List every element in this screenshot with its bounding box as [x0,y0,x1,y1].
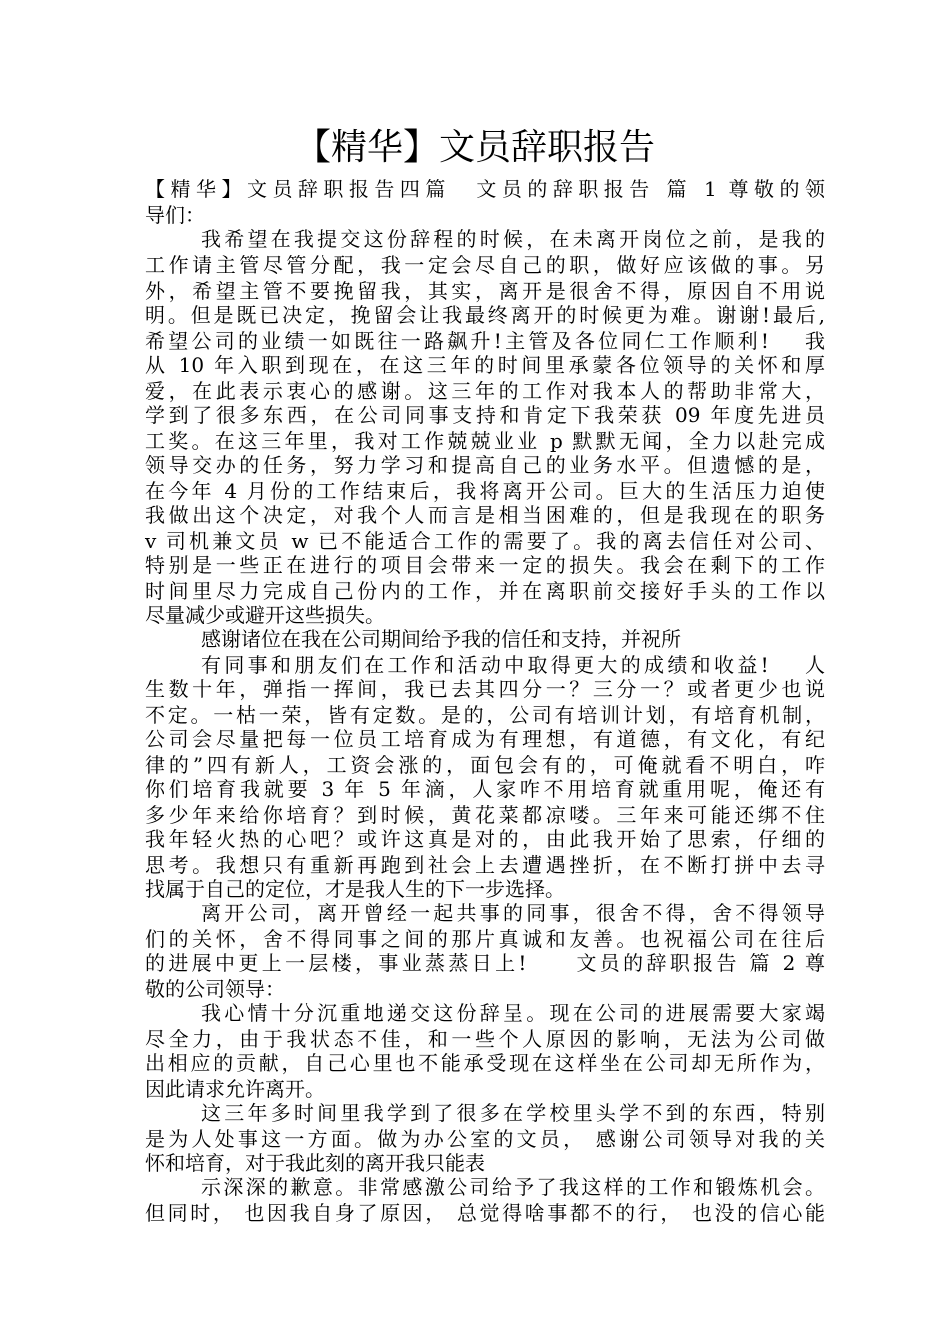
text-line: 尽全力，由于我状态不佳，和一些个人原因的影响，无法为公司做 [145,1027,825,1051]
text-line: 这三年多时间里我学到了很多在学校里头学不到的东西，特别 [201,1101,825,1125]
text-line: 公司会尽量把每一位员工培育成为有理想，有道德，有文化，有纪 [145,727,825,751]
text-line: 【精华】文员辞职报告四篇 文员的辞职报告 篇 1 尊敬的领 [145,177,825,201]
text-line: 我希望在我提交这份辞程的时候，在未离开岗位之前，是我的 [201,227,825,251]
text-line: 明。但是既已决定，挽留会让我最终离开的时候更为难。谢谢!最后, [145,303,825,327]
text-line: v 司机兼文员 w 已不能适合工作的需要了。我的离去信任对公司、 [145,529,825,553]
text-line: 怀和培育，对于我此刻的离开我只能表 [145,1151,485,1175]
text-line: 但同时， 也因我自身了原因， 总觉得啥事都不的行， 也没的信心能 [145,1201,825,1225]
text-line: 从 10 年入职到现在，在这三年的时间里承蒙各位领导的关怀和厚 [145,353,825,377]
text-line: 思考。我想只有重新再跑到社会上去遭遇挫折，在不断打拼中去寻 [145,853,825,877]
text-line: 的进展中更上一层楼，事业蒸蒸日上! 文员的辞职报告 篇 2 尊 [145,951,825,975]
text-line: 找属于自己的定位，才是我人生的下一步选择。 [145,877,565,901]
text-line: 们的关怀，舍不得同事之间的那片真诚和友善。也祝福公司在往后 [145,927,825,951]
text-line: 我做出这个决定，对我个人而言是相当困难的，但是我现在的职务 [145,503,825,527]
text-line: 工奖。在这三年里，我对工作兢兢业业 p 默默无闻，全力以赴完成 [145,429,825,453]
text-line: 敬的公司领导： [145,977,285,1001]
text-line: 希望公司的业绩一如既往一路飙升!主管及各位同仁工作顺利! 我 [145,329,825,353]
text-line: 因此请求允许离开。 [145,1077,325,1101]
text-line: 生数十年，弹指一挥间，我已去其四分一？三分一？或者更少也说 [145,677,825,701]
text-line: 我年轻火热的心吧？或许这真是对的，由此我开始了思索，仔细的 [145,827,825,851]
text-line: 不定。一枯一荣，皆有定数。是的，公司有培训计划，有培育机制， [145,703,825,727]
text-line: 尽量减少或避开这些损失。 [145,603,385,627]
text-line: 多少年来给你培育？到时候，黄花菜都凉喽。三年来可能还绑不住 [145,803,825,827]
text-line: 工作请主管尽管分配，我一定会尽自己的职，做好应该做的事。另 [145,253,825,277]
text-line: 律的”四有新人，工资会涨的，面包会有的，可俺就看不明白，咋 [145,753,825,777]
text-line: 是为人处事这一方面。做为办公室的文员， 感谢公司领导对我的关 [145,1127,825,1151]
text-line: 导们： [145,203,205,227]
text-line: 出相应的贡献，自己心里也不能承受现在这样坐在公司却无所作为， [145,1051,825,1075]
text-line: 我心情十分沉重地递交这份辞呈。现在公司的进展需要大家竭 [201,1001,825,1025]
text-line: 时间里尽力完成自己份内的工作，并在离职前交接好手头的工作以 [145,579,825,603]
document-title: 【精华】文员辞职报告 [294,127,655,168]
text-line: 领导交办的任务，努力学习和提高自己的业务水平。但遗憾的是， [145,453,825,477]
text-line: 你们培育我就要 3 年 5 年滴，人家咋不用培育就重用呢，俺还有 [145,777,825,801]
text-line: 示深深的歉意。非常感激公司给予了我这样的工作和锻炼机会。 [201,1175,825,1199]
text-line: 感谢诸位在我在公司期间给予我的信任和支持，并祝所 [201,627,681,651]
text-line: 有同事和朋友们在工作和活动中取得更大的成绩和收益! 人 [201,653,825,677]
text-line: 在今年 4 月份的工作结束后，我将离开公司。巨大的生活压力迫使 [145,479,825,503]
text-line: 特别是一些正在进行的项目会带来一定的损失。我会在剩下的工作 [145,553,825,577]
text-line: 学到了很多东西，在公司同事支持和肯定下我荣获 09 年度先进员 [145,403,825,427]
text-line: 离开公司，离开曾经一起共事的同事，很舍不得，舍不得领导 [201,901,825,925]
text-line: 外，希望主管不要挽留我，其实，离开是很舍不得，原因自不用说 [145,279,825,303]
text-line: 爱，在此表示衷心的感谢。这三年的工作对我本人的帮助非常大， [145,379,825,403]
